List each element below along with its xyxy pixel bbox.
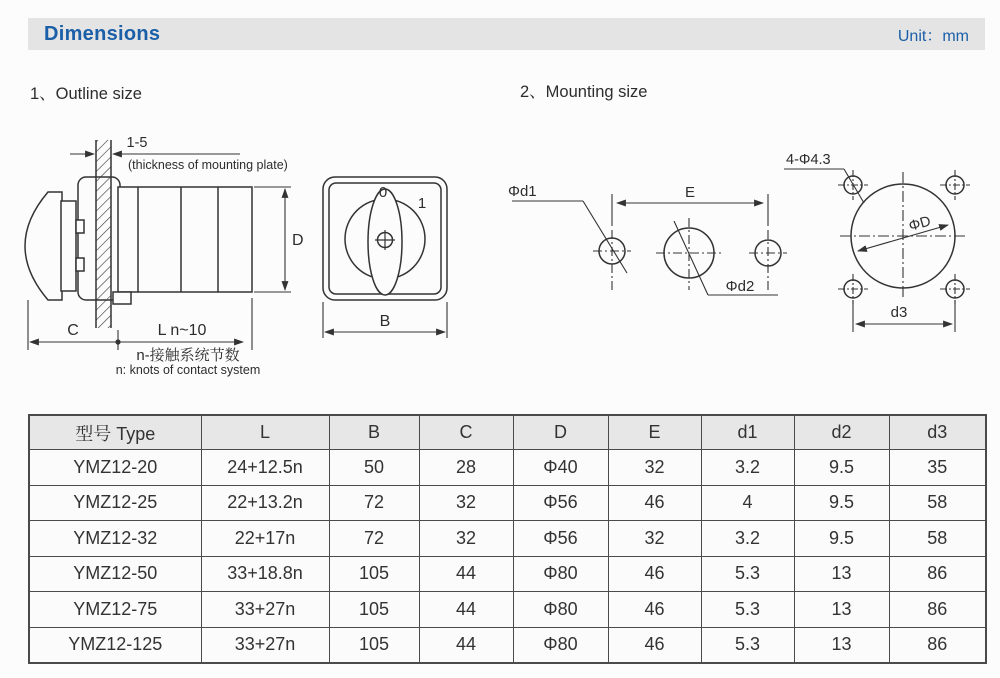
cell-b: 72: [329, 521, 419, 557]
cell-d: Φ80: [513, 627, 608, 663]
dim-d-label: D: [292, 232, 304, 249]
cell-b: 50: [329, 450, 419, 486]
table-header-row: [29, 415, 986, 450]
cell-b: 72: [329, 485, 419, 521]
cell-d: Φ40: [513, 450, 608, 486]
cell-c: 28: [419, 450, 513, 486]
unit-label: Unit：mm: [897, 27, 969, 45]
dim-b-label: B: [379, 313, 391, 330]
cell-e: 46: [608, 627, 701, 663]
col-header-e: E: [608, 415, 701, 450]
cell-b: 105: [329, 592, 419, 628]
cell-l: 24+12.5n: [201, 450, 329, 486]
col-header-d: D: [513, 415, 608, 450]
section-header-bar: [28, 18, 985, 50]
cell-d1: 4: [701, 485, 794, 521]
table-row: [29, 627, 986, 663]
cell-d3: 58: [889, 485, 986, 521]
cell-d: Φ80: [513, 556, 608, 592]
cell-d: Φ56: [513, 521, 608, 557]
col-header-d3: d3: [889, 415, 986, 450]
cell-c: 32: [419, 521, 513, 557]
cell-l: 33+18.8n: [201, 556, 329, 592]
cell-e: 46: [608, 592, 701, 628]
mounting-size-heading: 2、Mounting size: [520, 83, 648, 101]
cell-d3: 86: [889, 592, 986, 628]
dim-c-label: C: [67, 322, 79, 339]
table-row: [29, 521, 986, 557]
cell-d1: 5.3: [701, 627, 794, 663]
cell-l: 33+27n: [201, 627, 329, 663]
col-header-c: C: [419, 415, 513, 450]
cell-b: 105: [329, 556, 419, 592]
outline-size-heading: 1、Outline size: [30, 85, 142, 103]
cell-l: 22+17n: [201, 521, 329, 557]
dim-d3-label: d3: [890, 304, 908, 321]
cell-d2: 13: [794, 556, 889, 592]
cell-c: 44: [419, 556, 513, 592]
cell-c: 44: [419, 592, 513, 628]
cell-d1: 5.3: [701, 556, 794, 592]
cell-type: YMZ12-75: [29, 592, 201, 628]
cell-d2: 13: [794, 627, 889, 663]
cell-d3: 86: [889, 627, 986, 663]
cell-l: 22+13.2n: [201, 485, 329, 521]
cell-type: YMZ12-50: [29, 556, 201, 592]
cell-d2: 9.5: [794, 485, 889, 521]
cell-d3: 35: [889, 450, 986, 486]
mounting-pattern-circles: [844, 176, 964, 298]
page-title: Dimensions: [44, 22, 161, 45]
cell-d3: 86: [889, 556, 986, 592]
cell-d1: 3.2: [701, 450, 794, 486]
mounting-pattern-lines: [784, 169, 970, 332]
cell-d: Φ80: [513, 592, 608, 628]
col-header-b: B: [329, 415, 419, 450]
cell-type: YMZ12-32: [29, 521, 201, 557]
cell-type: YMZ12-20: [29, 450, 201, 486]
cell-d3: 58: [889, 521, 986, 557]
dim-l-label: L n~10: [157, 322, 207, 339]
position-1-label: 1: [417, 195, 427, 212]
table-row: [29, 592, 986, 628]
dim-d2-label: Φd2: [725, 278, 755, 295]
dimensions-table: [28, 414, 987, 664]
holes-count-label: 4-Φ4.3: [786, 152, 831, 168]
cell-d2: 13: [794, 592, 889, 628]
col-header-d1: d1: [701, 415, 794, 450]
col-header-type: 型号 Type: [29, 415, 201, 450]
cell-b: 105: [329, 627, 419, 663]
table-row: [29, 556, 986, 592]
thickness-note-label: (thickness of mounting plate): [128, 158, 288, 172]
knots-note-en: n: knots of contact system: [115, 363, 261, 377]
cell-c: 44: [419, 627, 513, 663]
cell-d2: 9.5: [794, 521, 889, 557]
outline-size-drawing: [0, 105, 500, 405]
table-row: [29, 485, 986, 521]
dim-phid-label: ΦD: [907, 213, 933, 235]
cell-e: 46: [608, 485, 701, 521]
col-header-l: L: [201, 415, 329, 450]
cell-type: YMZ12-25: [29, 485, 201, 521]
cell-d1: 5.3: [701, 592, 794, 628]
cell-e: 32: [608, 450, 701, 486]
knots-note-cn: n-接触系统节数: [136, 347, 240, 364]
mounting-size-drawing: [490, 105, 1000, 405]
col-header-d2: d2: [794, 415, 889, 450]
cell-l: 33+27n: [201, 592, 329, 628]
cell-d1: 3.2: [701, 521, 794, 557]
cell-e: 32: [608, 521, 701, 557]
cell-d2: 9.5: [794, 450, 889, 486]
cell-type: YMZ12-125: [29, 627, 201, 663]
position-0-label: 0: [378, 184, 388, 201]
cell-d: Φ56: [513, 485, 608, 521]
dim-d1-label: Φd1: [508, 183, 537, 200]
table-row: [29, 450, 986, 486]
cell-c: 32: [419, 485, 513, 521]
dim-e-label: E: [684, 184, 696, 201]
thickness-range-label: 1-5: [126, 135, 148, 151]
cell-e: 46: [608, 556, 701, 592]
